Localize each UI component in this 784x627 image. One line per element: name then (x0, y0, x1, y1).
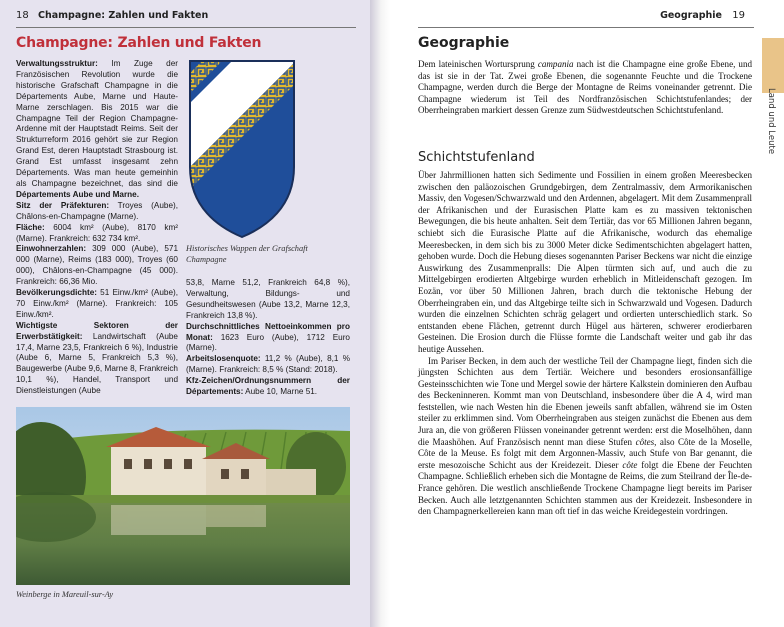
section-heading: Geographie (418, 35, 510, 51)
vineyard-photo (16, 407, 350, 585)
fact-text: 309 000 (Aube), 571 000 (Marne), Reims (183 000), Troyes (60 000), Châlons-en-Champagne (45 000). Frankreich: 66,36 Mio. (16, 244, 178, 287)
left-running-title: Champagne: Zahlen und Fakten (38, 10, 209, 21)
intro-paragraph (418, 59, 752, 117)
facts-column-2 (186, 278, 350, 398)
fact-label: Kfz-Zeichen/Ordnungsnummern der Départements: (186, 376, 350, 397)
subsection-heading: Schichtstufenland (418, 150, 535, 165)
right-page-number: 19 (732, 10, 745, 21)
text-run: Dem lateinischen Wortursprung (418, 59, 538, 69)
fact-text: Landwirtschaft (Aube 17,4, Marne 23,5, Frankreich 6 %), Industrie (Aube 6, Marne 5, Frankreich 5,3 %), Baugewerbe (Aube 9,6, Marne 8, Frankreich 10,1 %), Handel, Transport und Dienstleistungen (Aube (16, 331, 178, 396)
text-run: nach ist die Champagne eine große Ebene, und das ist sie in der Tat. Zwei große Ebenen, die sogenannte Feuchte und die Trockene Champagne, werden durch die Berge der Montagne de Reims voneinander getrennt. Die Champagne wiederum ist Teil des Nordfranzösischen Schichtstufenlandes; der Oberrheingraben markiert dessen Grenze zum Südwestdeutschen Schichtstufenland. (418, 59, 752, 116)
paragraph: Über Jahrmillionen hatten sich Sedimente und Fossilien in einem großen Meeresbecken zwischen den paläozoischen Grundgebirgen, dem Zentralmassiv, dem Armorikanischen Massiv, den Vogesen/Schwarzwald und den Ardennen, abgelagert. Mit dem Zusammenprall der Afrikanischen und der Eurasischen Platte kam es zu massiven tektonischen Bewegungen, die bis heute anhalten. Seit dem Tertiär, das vor 65 Millionen Jahren begann, schiebt sich die Eurasische Platte auf die Afrikanische, wodurch das ehemalige Meeresbecken, in dem sich bis zu 3000 Meter dicke Sedimentschichten abgelagert hatten, gehoben wurde. Doch die Hebung dieses sogenannten Pariser Beckens war nicht die einzige Auswirkung des Zusammenpralls: Die Alpen türmten sich auf, und auch die zu Mittelgebirgen erodierten Altgebirge wurden erheblich in Mitleidenschaft gezogen. Im Eozän, vor über 50 Millionen Jahren, brach durch die tektonische Hebung der Oberrheingraben ein, und das Altgebirge teilte sich in Schwarzwald und Vogesen. Dadurch wurden die einzelnen Schichten schräg gelagert und ordierten unterschiedlich stark. So entstanden ebene Flächen, getrennt durch Hügel aus härteren, schwerer erodierbaren Gesteinen. Die Erosion durch die Flüsse formte die Landschaft weiter und gab ihr das heutige Aussehen. (418, 170, 752, 354)
fact-label: Durchschnittliches Nettoeinkommen pro Monat: (186, 321, 350, 342)
fact-label: Einwohnerzahlen: (16, 244, 87, 254)
fact-text: Aube 10, Marne 51. (243, 387, 318, 397)
italic-term: côte (622, 459, 638, 470)
fact-text: 53,8, Marne 51,2, Frankreich 64,8 %), Verwaltung, Bildungs- und Gesundheitswesen (Aube 13,2, Marne 12,3, Frankreich 13,8 %). (186, 278, 350, 320)
left-page-number: 18 (16, 10, 29, 21)
fact-bold-tail: Départements Aube und Marne. (16, 189, 139, 199)
chapter-tab (762, 38, 784, 93)
text-run: folgt die Ebene der Feuchten Champagne. Schließlich erheben sich die Montagne de Reims, die zum Steilrand der Île-de-France gehören. Die westlich anschließende Trockene Champagne liegt bereits im Pariser Becken. Auch alle letztgenannten Schichten stammen aus der Kreidezeit. Insbesondere in den Champagnerkellereien kann man oft tief in das weiche Kreidegestein vordringen. (418, 459, 753, 517)
body-text (418, 170, 752, 518)
champagne-coat-of-arms (186, 57, 298, 241)
crest-caption: Historisches Wappen der Grafschaft Champagne (186, 244, 308, 264)
italic-term: campania (537, 59, 574, 69)
fact-text: 6004 km² (Aube), 8170 km² (Marne). Frankreich: 632 734 km². (16, 222, 178, 243)
text-run: , also Côte de la Moselle, Côte de la Meuse. Es folgt mit dem Argonnen-Massiv, auch Stufe von Bar genannt, die erste mesozoische Schicht aus der Kreidezeit. Dieser (418, 436, 752, 470)
fact-text: 11,2 % (Aube), 8,1 % (Marne). Frankreich: 8,5 % (Stand: 2018). (186, 354, 350, 375)
italic-term: côtes (635, 436, 655, 447)
fact-label: Bevölkerungsdichte: (16, 288, 97, 298)
right-page-header (390, 9, 752, 25)
text-run: Im Pariser Becken, in dem auch der westliche Teil der Champagne liegt, finden sich die jüngsten Schichten aus dem Tertiär. Weichere und besonders erosionsanfällige Gesteinsschichten wie Tone und Mergel sowie der härtere Kalkstein dominieren den Aufbau des Beckeninneren. Kommt man von Deutschland, insbesondere über die A 4, wird man feststellen, wie nach Westen hin die Ebenen jeweils sanft abfallen, während sie im Osten steiler zu erklimmen sind. Vom Oberrheingraben aus steigen zunächst die Ebenen aus dem Jura an, die von größeren Flüssen voneinander getrennt werden: erst die Moselhöhen, dann die Maashöhen. Auf Französisch nennt man diese Stufen (418, 355, 752, 447)
fact-label: Wichtigste Sektoren der Erwerbstätigkeit: (16, 320, 178, 341)
facts-title: Champagne: Zahlen und Fakten (16, 35, 262, 51)
fact-label: Arbeitslosenquote: (186, 354, 261, 364)
fact-text: Troyes (Aube), Châlons-en-Champagne (Marne). (16, 200, 179, 221)
chapter-side-label: Land und Leute (766, 88, 776, 155)
facts-column-1 (16, 59, 178, 397)
left-header-rule (16, 27, 356, 28)
right-header-rule (418, 27, 754, 28)
photo-caption: Weinberge in Mareuil-sur-Ay (16, 590, 114, 599)
left-page-header (16, 9, 358, 25)
fact-label: Fläche: (16, 222, 45, 232)
fact-label: Sitz der Präfekturen: (16, 200, 110, 210)
paragraph (418, 356, 752, 518)
book-gutter (370, 0, 390, 627)
fact-text: 51 Einw./km² (Aube), 70 Einw./km² (Marne). Frankreich: 105 Einw./km². (16, 288, 178, 319)
fact-text: Im Zuge der Französischen Revolution wurde die historische Grafschaft Champagne in die Départements Aube, Marne und Haute-Marne zerschlagen. Bis 2015 war die Champagne Teil der Region Champagne-Ardenne mit der Hauptstadt Reims. Seit der Strukturreform 2016 gehört sie zur Region Grand Est, deren Hauptstadt Strasbourg ist. Grand Est umfasst insgesamt zehn Départements. Was man heute gemeinhin als Champagne bezeichnet, das sind die (16, 59, 178, 188)
fact-label: Verwaltungsstruktur: (16, 59, 98, 68)
fact-text: 1623 Euro (Aube), 1712 Euro (Marne). (186, 332, 350, 353)
right-running-title: Geographie (660, 10, 722, 21)
